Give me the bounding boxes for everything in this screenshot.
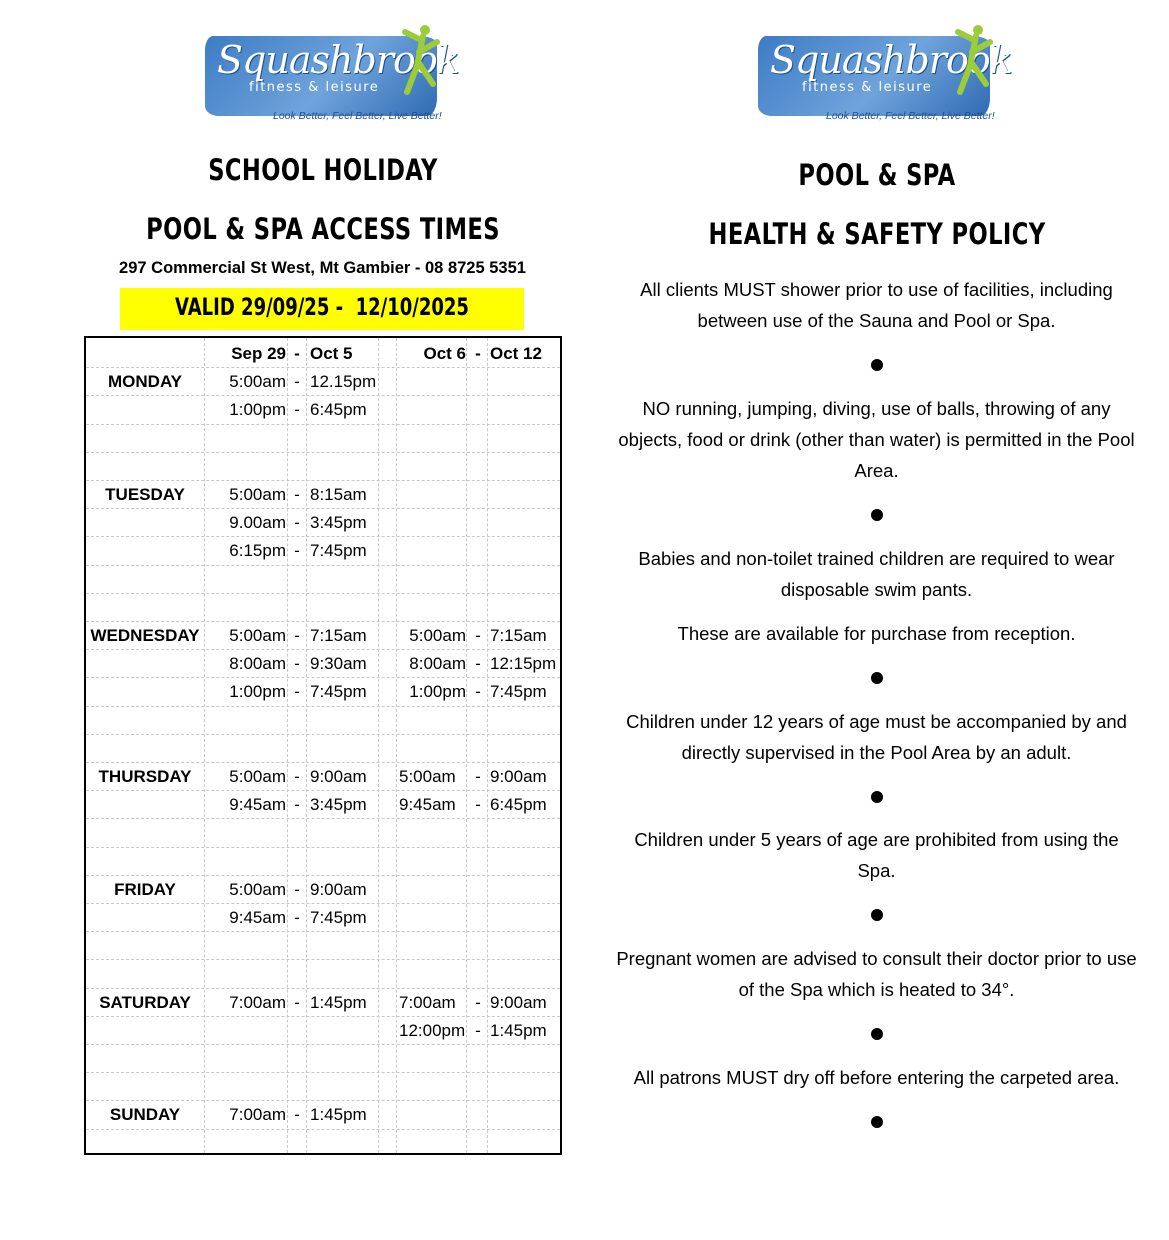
week2-end-time: 1:45pm [490, 1020, 547, 1040]
week1-dash: - [294, 992, 300, 1012]
week1-end-time: 6:45pm [310, 400, 367, 420]
bullet-dot [871, 672, 883, 684]
week2-dash-header: - [475, 344, 481, 363]
policy-reception: These are available for purchase from reception. [677, 623, 1076, 644]
week2-start-time: 9:45am [399, 795, 456, 815]
week1-dash: - [294, 541, 300, 561]
bullet-dot [871, 509, 883, 521]
week2-end-header: Oct 12 [490, 344, 542, 363]
policy-dry-off: All patrons MUST dry off before entering the carpeted area. [633, 1067, 1120, 1088]
leaping-figure-icon [401, 22, 441, 102]
week1-end-header: Oct 5 [310, 344, 353, 363]
week1-start-time: 8:00am [229, 654, 286, 674]
week1-dash: - [294, 879, 300, 899]
week2-dash: - [475, 767, 481, 786]
week1-end-time: 7:45pm [310, 682, 367, 702]
logo-script-text: Squashbrook [770, 38, 1012, 82]
grid-line [86, 593, 560, 594]
logo-subtitle: fitness & leisure [249, 80, 380, 95]
squashbrook-logo [205, 22, 459, 132]
grid-line [204, 338, 205, 1153]
week1-end-time: 9:00am [310, 767, 367, 786]
bullet-dot [871, 359, 883, 371]
day-label: THURSDAY [98, 767, 192, 786]
valid-dates-text: VALID 29/09/25 - 12/10/2025 [175, 293, 469, 321]
week1-end-time: 1:45pm [310, 1105, 367, 1125]
day-label: SUNDAY [109, 1105, 181, 1125]
bullet-dot [871, 791, 883, 803]
grid-line [86, 847, 560, 848]
week2-end-time: 9:00am [490, 767, 547, 786]
week1-dash: - [294, 795, 300, 815]
grid-line [487, 338, 488, 1153]
leaping-figure-icon [954, 22, 994, 102]
policy-pregnant: Pregnant women are advised to consult their doctor prior to use of the Spa which is heated to 34°. [616, 948, 1137, 1000]
week1-end-time: 12.15pm [310, 372, 377, 392]
week2-start-time: 7:00am [399, 992, 456, 1012]
week1-dash: - [294, 654, 300, 674]
grid-line [378, 338, 379, 1153]
week1-dash: - [294, 1105, 300, 1125]
week2-end-time: 12:15pm [490, 654, 557, 674]
address-line: 297 Commercial St West, Mt Gambier - 08 8725 5351 [119, 259, 526, 277]
week2-dash: - [475, 992, 481, 1012]
access-times-title: POOL & SPA ACCESS TIMES [146, 212, 500, 246]
grid-line [86, 1072, 560, 1073]
day-label: FRIDAY [114, 879, 176, 899]
bullet-dot [871, 909, 883, 921]
week2-end-time: 7:45pm [490, 682, 547, 702]
week1-end-time: 7:15am [310, 626, 367, 645]
week2-dash: - [475, 682, 481, 702]
week2-start-time: 5:00am [399, 767, 456, 786]
week2-start-time: 5:00am [409, 626, 466, 645]
week1-dash: - [294, 372, 300, 392]
week1-dash: - [294, 626, 300, 645]
grid-line [86, 734, 560, 735]
week1-end-time: 7:45pm [310, 908, 367, 927]
week1-end-time: 3:45pm [310, 513, 367, 533]
week2-end-time: 6:45pm [490, 795, 547, 815]
school-holiday-title: SCHOOL HOLIDAY [208, 153, 438, 187]
week2-dash: - [475, 654, 481, 674]
week1-end-time: 1:45pm [310, 992, 367, 1012]
week1-dash: - [294, 400, 300, 420]
week1-end-time: 7:45pm [310, 541, 367, 561]
day-label: TUESDAY [105, 485, 185, 504]
week1-start-time: 9:45am [229, 795, 286, 815]
policy-shower: All clients MUST shower prior to use of facilities, including between use of the Sauna and Pool or Spa. [640, 279, 1113, 331]
week1-start-time: 5:00am [229, 485, 286, 504]
grid-line [396, 338, 397, 1153]
week1-dash: - [294, 908, 300, 927]
policy-under-5: Children under 5 years of age are prohibited from using the Spa. [634, 829, 1119, 881]
week1-start-header: Sep 29 [231, 344, 286, 363]
week1-dash: - [294, 682, 300, 702]
week2-start-time: 8:00am [409, 654, 466, 674]
week1-start-time: 9.00am [229, 513, 286, 533]
timetable [84, 336, 562, 1155]
week2-end-time: 7:15am [490, 626, 547, 645]
week2-end-time: 9:00am [490, 992, 547, 1012]
week1-dash: - [294, 485, 300, 504]
week1-start-time: 6:15pm [229, 541, 286, 561]
week1-start-time: 9:45am [229, 908, 286, 927]
day-label: MONDAY [108, 372, 182, 392]
week2-start-header: Oct 6 [423, 344, 466, 363]
week1-end-time: 9:00am [310, 879, 367, 899]
week1-end-time: 3:45pm [310, 795, 367, 815]
grid-line [86, 959, 560, 960]
week1-start-time: 7:00am [229, 1105, 286, 1125]
week2-dash: - [475, 626, 481, 645]
grid-line [287, 338, 288, 1153]
bullet-dot [871, 1028, 883, 1040]
logo-subtitle: fitness & leisure [802, 80, 933, 95]
week1-start-time: 1:00pm [229, 682, 286, 702]
logo-tagline: Look Better, Feel Better, Live Better! [826, 110, 995, 122]
bullet-dot [871, 1116, 883, 1128]
policy-no-running: NO running, jumping, diving, use of balls, throwing of any objects, food or drink (other than water) is permitted in the Pool Area. [618, 398, 1135, 481]
week1-dash: - [294, 513, 300, 533]
grid-line [86, 452, 560, 453]
logo-tagline: Look Better, Feel Better, Live Better! [273, 110, 442, 122]
grid-line [86, 1044, 560, 1045]
week1-start-time: 1:00pm [229, 400, 286, 420]
week1-start-time: 5:00am [229, 372, 286, 392]
week2-start-time: 1:00pm [409, 682, 466, 702]
pool-spa-title: POOL & SPA [798, 158, 956, 192]
squashbrook-logo [758, 22, 1012, 132]
valid-dates-banner [120, 288, 524, 330]
grid-line [306, 338, 307, 1153]
health-safety-title: HEALTH & SAFETY POLICY [708, 217, 1046, 251]
week1-dash-header: - [294, 344, 300, 363]
week2-start-time: 12:00pm [399, 1020, 466, 1040]
day-label: WEDNESDAY [90, 626, 200, 645]
week1-start-time: 5:00am [229, 626, 286, 645]
week1-dash: - [294, 767, 300, 786]
week1-start-time: 7:00am [229, 992, 286, 1012]
policy-swim-pants: Babies and non-toilet trained children are required to wear disposable swim pants. [638, 548, 1115, 600]
day-label: SATURDAY [99, 992, 191, 1012]
week2-dash: - [475, 1020, 481, 1040]
week1-start-time: 5:00am [229, 879, 286, 899]
week1-end-time: 8:15am [310, 485, 367, 504]
week1-start-time: 5:00am [229, 767, 286, 786]
week2-dash: - [475, 795, 481, 815]
policy-under-12: Children under 12 years of age must be accompanied by and directly supervised in the Pool Area by an adult. [626, 711, 1127, 763]
week1-end-time: 9:30am [310, 654, 367, 674]
logo-script-text: Squashbrook [217, 38, 459, 82]
